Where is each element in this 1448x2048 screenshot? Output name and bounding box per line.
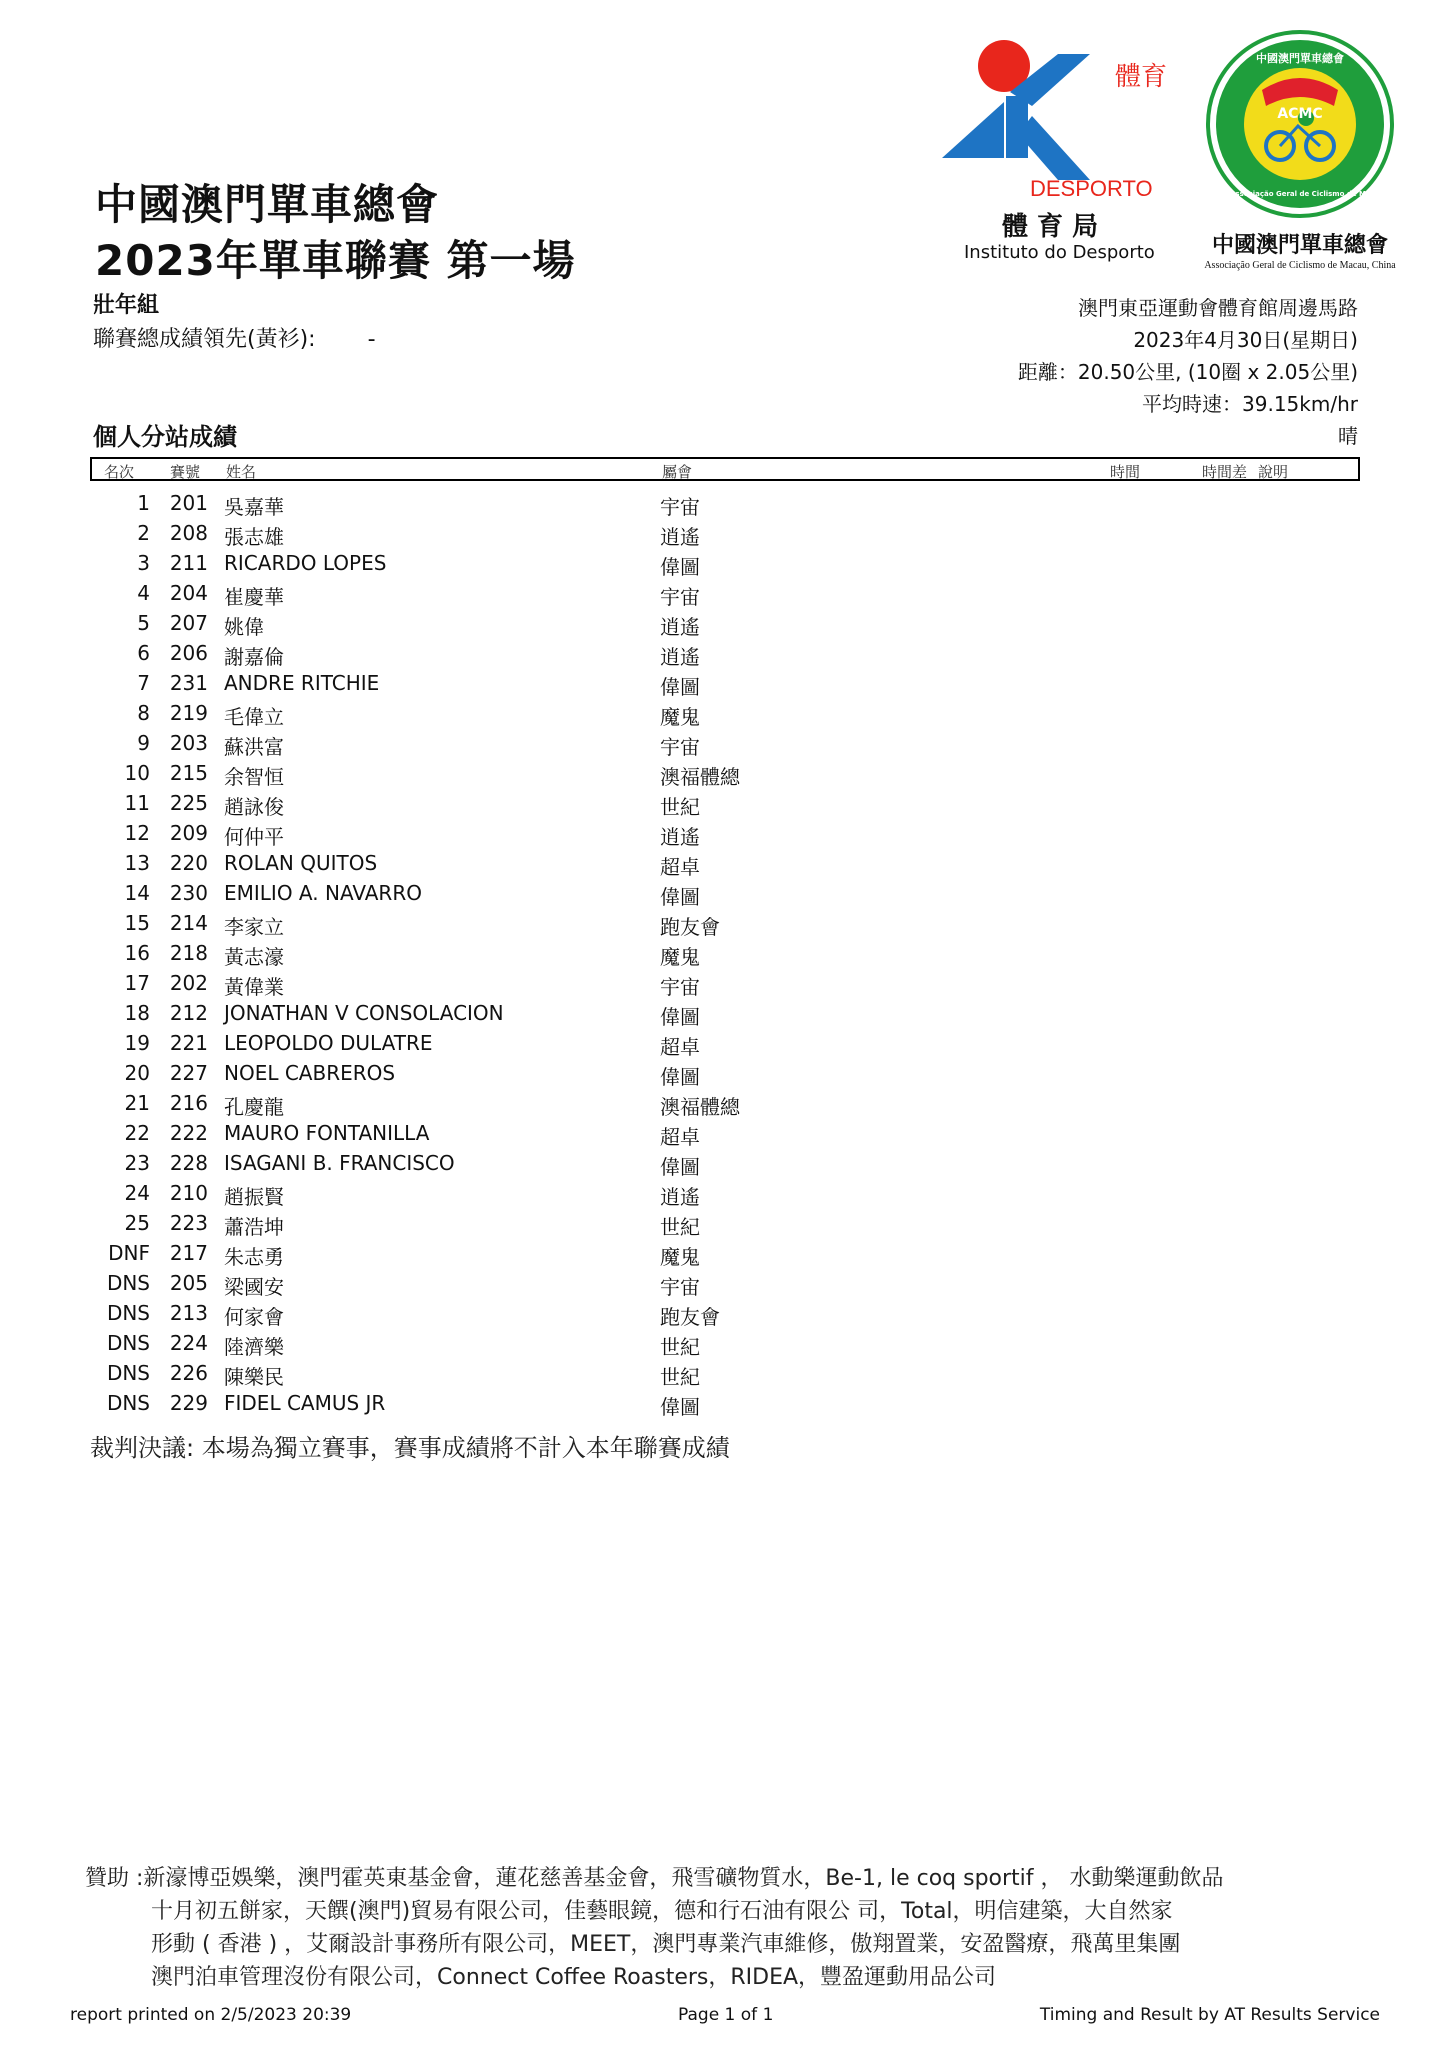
cell-bib: 221: [169, 1031, 208, 1055]
table-row: [90, 968, 1360, 998]
cell-club: 世紀: [660, 1365, 700, 1389]
header-gap: 時間差: [1202, 463, 1248, 481]
cell-bib: 222: [169, 1121, 208, 1145]
table-row: [90, 908, 1360, 938]
cell-rank: 3: [137, 551, 150, 575]
cell-bib: 205: [169, 1271, 208, 1295]
cell-club: 宇宙: [660, 735, 700, 759]
table-row: [90, 1388, 1360, 1418]
cell-rank: 16: [124, 941, 150, 965]
cell-bib: 219: [169, 701, 208, 725]
cell-club: 世紀: [660, 1335, 700, 1359]
sponsors-block: [85, 1862, 1375, 1994]
header-bib: 賽號: [170, 463, 201, 481]
category-label: 壯年組: [93, 293, 160, 318]
cell-club: 偉圖: [660, 1155, 700, 1179]
cell-name: 梁國安: [224, 1275, 284, 1299]
desporto-emblem-icon: [940, 30, 1168, 190]
race-distance: 距離：20.50公里, (10圈 x 2.05公里): [1017, 360, 1358, 384]
cell-rank: DNS: [106, 1391, 150, 1415]
cell-name: MAURO FONTANILLA: [224, 1121, 430, 1145]
cell-rank: 13: [124, 851, 150, 875]
table-row: [90, 1238, 1360, 1268]
cell-bib: 225: [169, 791, 208, 815]
cell-club: 澳福體總: [660, 765, 740, 789]
footer-page: Page 1 of 1: [678, 2005, 774, 2025]
cell-name: 何仲平: [224, 825, 284, 849]
sponsors-line-4: 澳門泊車管理沒份有限公司，Connect Coffee Roasters，RIDEA，豐盈運動用品公司: [151, 1965, 997, 1990]
cell-club: 超卓: [660, 1125, 700, 1149]
table-row: [90, 518, 1360, 548]
cell-club: 魔鬼: [660, 705, 700, 729]
cell-rank: 23: [124, 1151, 150, 1175]
cell-name: 張志雄: [224, 525, 284, 549]
cell-rank: 12: [124, 821, 150, 845]
cell-rank: DNS: [106, 1271, 150, 1295]
sponsors-line-2: 十月初五餅家，天饌(澳門)貿易有限公司，佳藝眼鏡，德和行石油有限公 司，Total，明信建築，大自然家: [151, 1899, 1173, 1924]
table-row: [90, 608, 1360, 638]
cell-rank: 2: [137, 521, 150, 545]
cell-club: 逍遙: [660, 825, 700, 849]
cell-club: 偉圖: [660, 675, 700, 699]
race-venue: 澳門東亞運動會體育館周邊馬路: [1078, 296, 1358, 320]
cell-rank: 10: [124, 761, 150, 785]
cell-rank: 15: [124, 911, 150, 935]
cell-bib: 207: [169, 611, 208, 635]
cell-club: 魔鬼: [660, 1245, 700, 1269]
page-title-line2: 2023年單車聯賽 第一場: [95, 236, 576, 285]
cell-club: 宇宙: [660, 975, 700, 999]
cell-bib: 212: [169, 1001, 208, 1025]
cell-rank: 7: [137, 671, 150, 695]
cell-name: NOEL CABREROS: [224, 1061, 396, 1085]
cell-club: 逍遙: [660, 615, 700, 639]
table-row: [90, 848, 1360, 878]
cell-club: 逍遙: [660, 525, 700, 549]
cell-name: 朱志勇: [224, 1245, 284, 1269]
cell-club: 偉圖: [660, 1395, 700, 1419]
table-row: [90, 638, 1360, 668]
cell-bib: 227: [169, 1061, 208, 1085]
cell-bib: 226: [169, 1361, 208, 1385]
cell-rank: 1: [137, 491, 150, 515]
table-row: [90, 668, 1360, 698]
cell-bib: 210: [169, 1181, 208, 1205]
desporto-vertical-text: 體育: [1115, 62, 1168, 92]
cell-rank: DNF: [108, 1241, 150, 1265]
cell-rank: 21: [124, 1091, 150, 1115]
cell-name: 李家立: [224, 915, 284, 939]
table-row: [90, 1088, 1360, 1118]
cell-rank: 11: [124, 791, 150, 815]
cell-name: FIDEL CAMUS JR: [224, 1391, 386, 1415]
cell-club: 偉圖: [660, 555, 700, 579]
cell-rank: 20: [124, 1061, 150, 1085]
cell-bib: 231: [169, 671, 208, 695]
table-row: [90, 728, 1360, 758]
cell-rank: DNS: [106, 1361, 150, 1385]
table-row: [90, 998, 1360, 1028]
cell-name: EMILIO A. NAVARRO: [224, 881, 422, 905]
race-date: 2023年4月30日(星期日): [1133, 328, 1358, 352]
cell-bib: 229: [169, 1391, 208, 1415]
table-row: [90, 1028, 1360, 1058]
page-title-line1: 中國澳門單車總會: [95, 180, 440, 229]
cell-name: 黃偉業: [224, 975, 284, 999]
cell-club: 超卓: [660, 1035, 700, 1059]
sponsors-line-3: 形動 ( 香港 ) ，艾爾設計事務所有限公司，MEET，澳門專業汽車維修，傲翔置業，安盈醫療，飛萬里集團: [151, 1932, 1181, 1957]
cell-club: 澳福體總: [660, 1095, 740, 1119]
header-club: 屬會: [662, 463, 693, 481]
cell-bib: 223: [169, 1211, 208, 1235]
cell-name: 謝嘉倫: [224, 645, 284, 669]
table-row: [90, 818, 1360, 848]
cell-name: 陸濟樂: [224, 1335, 284, 1359]
cell-bib: 203: [169, 731, 208, 755]
cell-name: ISAGANI B. FRANCISCO: [224, 1151, 455, 1175]
table-row: [90, 758, 1360, 788]
acmc-pt-name: Associação Geral de Ciclismo de Macau, China: [1204, 260, 1396, 271]
series-leader: [93, 322, 376, 353]
cell-name: 毛偉立: [224, 705, 284, 729]
cell-rank: 6: [137, 641, 150, 665]
cell-club: 世紀: [660, 1215, 700, 1239]
cell-bib: 220: [169, 851, 208, 875]
table-row: [90, 1148, 1360, 1178]
cell-rank: 4: [137, 581, 150, 605]
cell-rank: DNS: [106, 1331, 150, 1355]
acmc-badge-text: ACMC: [1277, 106, 1323, 122]
series-leader-label: 聯賽總成績領先(黃衫):: [93, 327, 316, 352]
cell-name: RICARDO LOPES: [224, 551, 387, 575]
cell-rank: 19: [124, 1031, 150, 1055]
cell-club: 世紀: [660, 795, 700, 819]
cell-club: 逍遙: [660, 645, 700, 669]
table-row: [90, 1178, 1360, 1208]
cell-club: 宇宙: [660, 585, 700, 609]
cell-name: LEOPOLDO DULATRE: [224, 1031, 433, 1055]
header-name: 姓名: [226, 463, 257, 481]
desporto-logo: [940, 30, 1168, 270]
cell-bib: 213: [169, 1301, 208, 1325]
cell-club: 宇宙: [660, 495, 700, 519]
table-row: [90, 1358, 1360, 1388]
cell-rank: DNS: [106, 1301, 150, 1325]
cell-bib: 218: [169, 941, 208, 965]
desporto-name: DESPORTO: [1030, 176, 1153, 201]
cell-rank: 5: [137, 611, 150, 635]
cell-club: 跑友會: [660, 915, 720, 939]
table-row: [90, 578, 1360, 608]
footer-printed: report printed on 2/5/2023 20:39: [70, 2005, 352, 2025]
cell-bib: 204: [169, 581, 208, 605]
cell-bib: 206: [169, 641, 208, 665]
desporto-cn-name: 體 育 局: [1002, 212, 1099, 242]
cell-bib: 215: [169, 761, 208, 785]
table-row: [90, 1058, 1360, 1088]
race-weather: 晴: [1338, 424, 1358, 448]
cell-name: 崔慶華: [224, 585, 284, 609]
section-title: 個人分站成績: [93, 423, 237, 451]
table-row: [90, 788, 1360, 818]
cell-name: 黃志濠: [224, 945, 284, 969]
cell-name: 孔慶龍: [224, 1095, 284, 1119]
cell-name: 吳嘉華: [224, 495, 284, 519]
cell-name: 趙振賢: [224, 1185, 284, 1209]
cell-rank: 17: [124, 971, 150, 995]
cell-bib: 208: [169, 521, 208, 545]
cell-rank: 8: [137, 701, 150, 725]
series-leader-value: -: [367, 327, 376, 352]
cell-name: ROLAN QUITOS: [224, 851, 378, 875]
table-row: [90, 1298, 1360, 1328]
cell-club: 偉圖: [660, 1065, 700, 1089]
cell-name: 陳樂民: [224, 1365, 284, 1389]
cell-club: 超卓: [660, 855, 700, 879]
cell-name: JONATHAN V CONSOLACION: [224, 1001, 504, 1025]
cell-bib: 228: [169, 1151, 208, 1175]
header-remark: 說明: [1258, 463, 1289, 481]
desporto-pt-name: Instituto do Desporto: [964, 242, 1155, 263]
acmc-cn-name: 中國澳門單車總會: [1211, 232, 1388, 258]
cell-bib: 230: [169, 881, 208, 905]
race-average-speed: 平均時速：39.15km/hr: [1142, 392, 1358, 416]
cell-club: 跑友會: [660, 1305, 720, 1329]
cell-rank: 22: [124, 1121, 150, 1145]
acmc-ring-bottom-text: Associação Geral de Ciclismo de Macau, China: [1230, 190, 1412, 198]
cell-bib: 214: [169, 911, 208, 935]
cell-name: 蕭浩坤: [224, 1215, 284, 1239]
cell-bib: 201: [169, 491, 208, 515]
table-row: [90, 1208, 1360, 1238]
cell-bib: 202: [169, 971, 208, 995]
cell-club: 偉圖: [660, 885, 700, 909]
cell-name: 姚偉: [224, 615, 264, 639]
table-row: [90, 488, 1360, 518]
cell-bib: 216: [169, 1091, 208, 1115]
table-row: [90, 878, 1360, 908]
cell-club: 偉圖: [660, 1005, 700, 1029]
cell-bib: 209: [169, 821, 208, 845]
cell-bib: 211: [169, 551, 208, 575]
footer-timing: Timing and Result by AT Results Service: [1039, 2005, 1380, 2025]
acmc-logo: [1200, 30, 1412, 280]
cell-rank: 9: [137, 731, 150, 755]
cell-club: 魔鬼: [660, 945, 700, 969]
cell-name: 余智恒: [224, 765, 284, 789]
table-row: [90, 1118, 1360, 1148]
cell-name: 何家會: [224, 1305, 284, 1329]
table-row: [90, 698, 1360, 728]
cell-bib: 217: [169, 1241, 208, 1265]
cell-rank: 14: [124, 881, 150, 905]
table-row: [90, 548, 1360, 578]
cell-rank: 18: [124, 1001, 150, 1025]
cell-name: 趙詠俊: [224, 795, 284, 819]
cell-rank: 24: [124, 1181, 150, 1205]
cell-bib: 224: [169, 1331, 208, 1355]
table-row: [90, 1328, 1360, 1358]
results-table-body: [90, 488, 1360, 1418]
sponsors-line-1: 贊助 :新濠博亞娛樂，澳門霍英東基金會，蓮花慈善基金會，飛雪礦物質水，Be-1, le coq sportif ， 水動樂運動飲品: [85, 1866, 1224, 1891]
table-row: [90, 1268, 1360, 1298]
header-time: 時間: [1110, 463, 1141, 481]
referee-verdict: 裁判決議: 本場為獨立賽事，賽事成績將不計入本年聯賽成績: [90, 1434, 730, 1462]
acmc-ring-top-text: 中國澳門單車總會: [1256, 52, 1344, 65]
header-rank: 名次: [104, 463, 135, 481]
cell-club: 宇宙: [660, 1275, 700, 1299]
cell-club: 逍遙: [660, 1185, 700, 1209]
cell-name: 蘇洪富: [224, 735, 284, 759]
table-row: [90, 938, 1360, 968]
results-table-header: [90, 457, 1360, 481]
cell-name: ANDRE RITCHIE: [224, 671, 380, 695]
cell-rank: 25: [124, 1211, 150, 1235]
